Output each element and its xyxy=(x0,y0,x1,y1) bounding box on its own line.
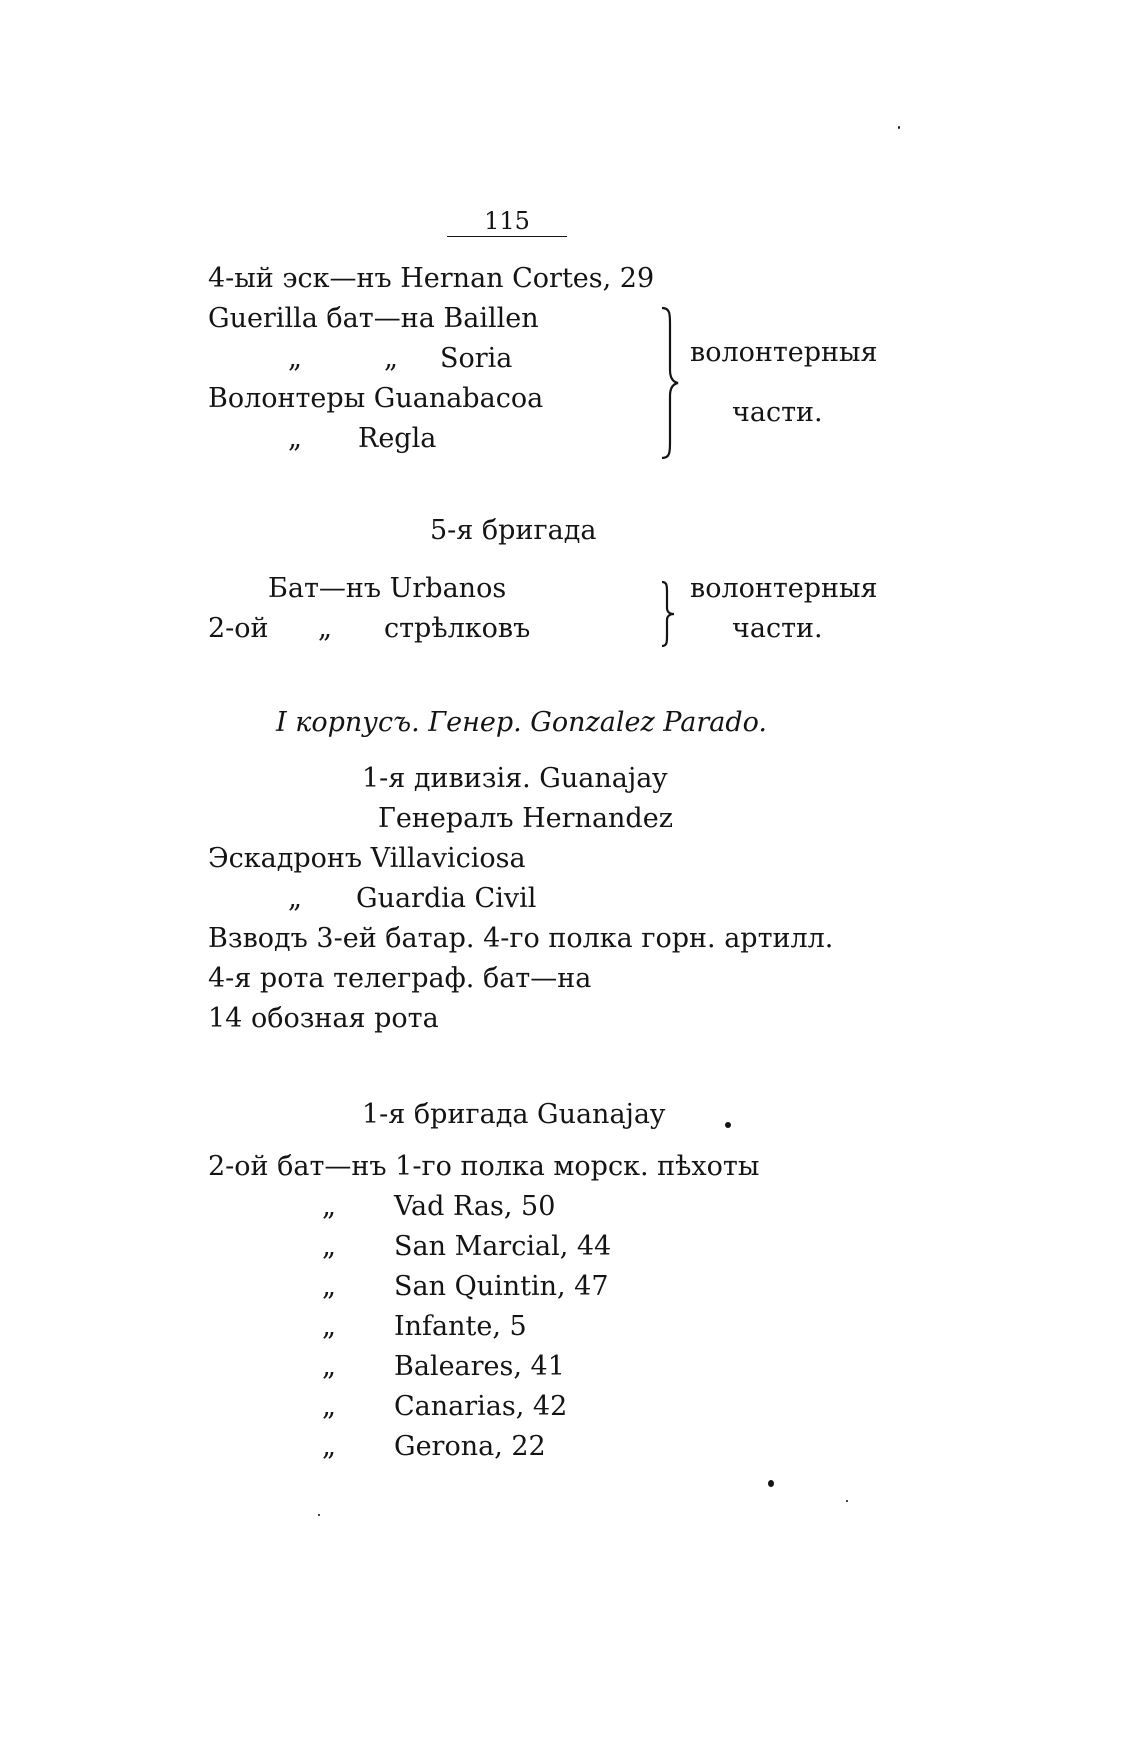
division1-line-3: Взводъ 3-ей батар. 4-го полка горн. артилл. xyxy=(208,923,834,954)
brigade1-item-1: Vad Ras, 50 xyxy=(394,1191,556,1222)
block1-note-line-2: части. xyxy=(732,397,823,428)
block1-line-4: Волонтеры Guanabacoa xyxy=(208,383,544,414)
brigade1-item-5: Baleares, 41 xyxy=(394,1351,565,1382)
brigade1-item-7: Gerona, 22 xyxy=(394,1431,546,1462)
block1-brace xyxy=(658,306,682,460)
brigade5-heading: 5-я бригада xyxy=(430,515,597,546)
page-number-rule xyxy=(447,236,567,237)
division1-line-4: 4-я рота телеграф. бат—на xyxy=(208,963,592,994)
brigade1-item-2-ditto: „ xyxy=(322,1231,336,1262)
block1-line-5-ditto: „ xyxy=(288,423,302,454)
division1-line-1: Эскадронъ Villaviciosa xyxy=(208,843,526,874)
ink-speck xyxy=(846,1500,848,1502)
block1-line-5: Regla xyxy=(358,423,437,454)
block1-line-3-ditto-b: „ xyxy=(384,343,398,374)
brigade5-brace xyxy=(658,580,678,648)
brigade1-item-3: San Quintin, 47 xyxy=(394,1271,609,1302)
division1-line-2-ditto: „ xyxy=(288,883,302,914)
brigade1-line-1: 2-ой бат—нъ 1-го полка морск. пѣхоты xyxy=(208,1151,760,1182)
page-number: 115 xyxy=(484,207,530,235)
brigade5-note-line-2: части. xyxy=(732,613,823,644)
block1-line-2: Guerilla бат—на Baillen xyxy=(208,303,539,334)
block1-note-line-1: волонтерныя xyxy=(690,337,878,368)
brigade1-item-3-ditto: „ xyxy=(322,1271,336,1302)
brigade5-line-1: Бат—нъ Urbanos xyxy=(268,573,507,604)
brigade5-note-line-1: волонтерныя xyxy=(690,573,878,604)
ink-speck xyxy=(725,1122,731,1128)
brigade1-item-4-ditto: „ xyxy=(322,1311,336,1342)
division1-general: Генералъ Hernandez xyxy=(378,803,673,834)
brigade5-line-2: стрѣлковъ xyxy=(384,613,531,644)
brigade5-line-2-ditto: „ xyxy=(318,613,332,644)
brigade1-heading: 1-я бригада Guanajay xyxy=(362,1099,666,1130)
brigade1-item-7-ditto: „ xyxy=(322,1431,336,1462)
division1-line-2: Guardia Civil xyxy=(356,883,537,914)
block1-line-3: Soria xyxy=(440,343,513,374)
ink-speck xyxy=(318,1514,320,1516)
division1-line-5: 14 обозная рота xyxy=(208,1003,439,1034)
ink-speck xyxy=(768,1480,774,1487)
brigade1-item-5-ditto: „ xyxy=(322,1351,336,1382)
brigade5-line-2-prefix: 2-ой xyxy=(208,613,269,644)
brigade1-item-6: Canarias, 42 xyxy=(394,1391,568,1422)
ink-speck xyxy=(898,126,900,129)
block1-line-3-ditto-a: „ xyxy=(288,343,302,374)
corps-heading: I корпусъ. Генер. Gonzalez Parado. xyxy=(276,707,767,738)
brigade1-item-4: Infante, 5 xyxy=(394,1311,527,1342)
brigade1-item-6-ditto: „ xyxy=(322,1391,336,1422)
brigade1-item-1-ditto: „ xyxy=(322,1191,336,1222)
division1-heading: 1-я дивизія. Guanajay xyxy=(362,763,668,794)
brigade1-item-2: San Marcial, 44 xyxy=(394,1231,612,1262)
block1-line-1: 4-ый эск—нъ Hernan Cortes, 29 xyxy=(208,263,655,294)
